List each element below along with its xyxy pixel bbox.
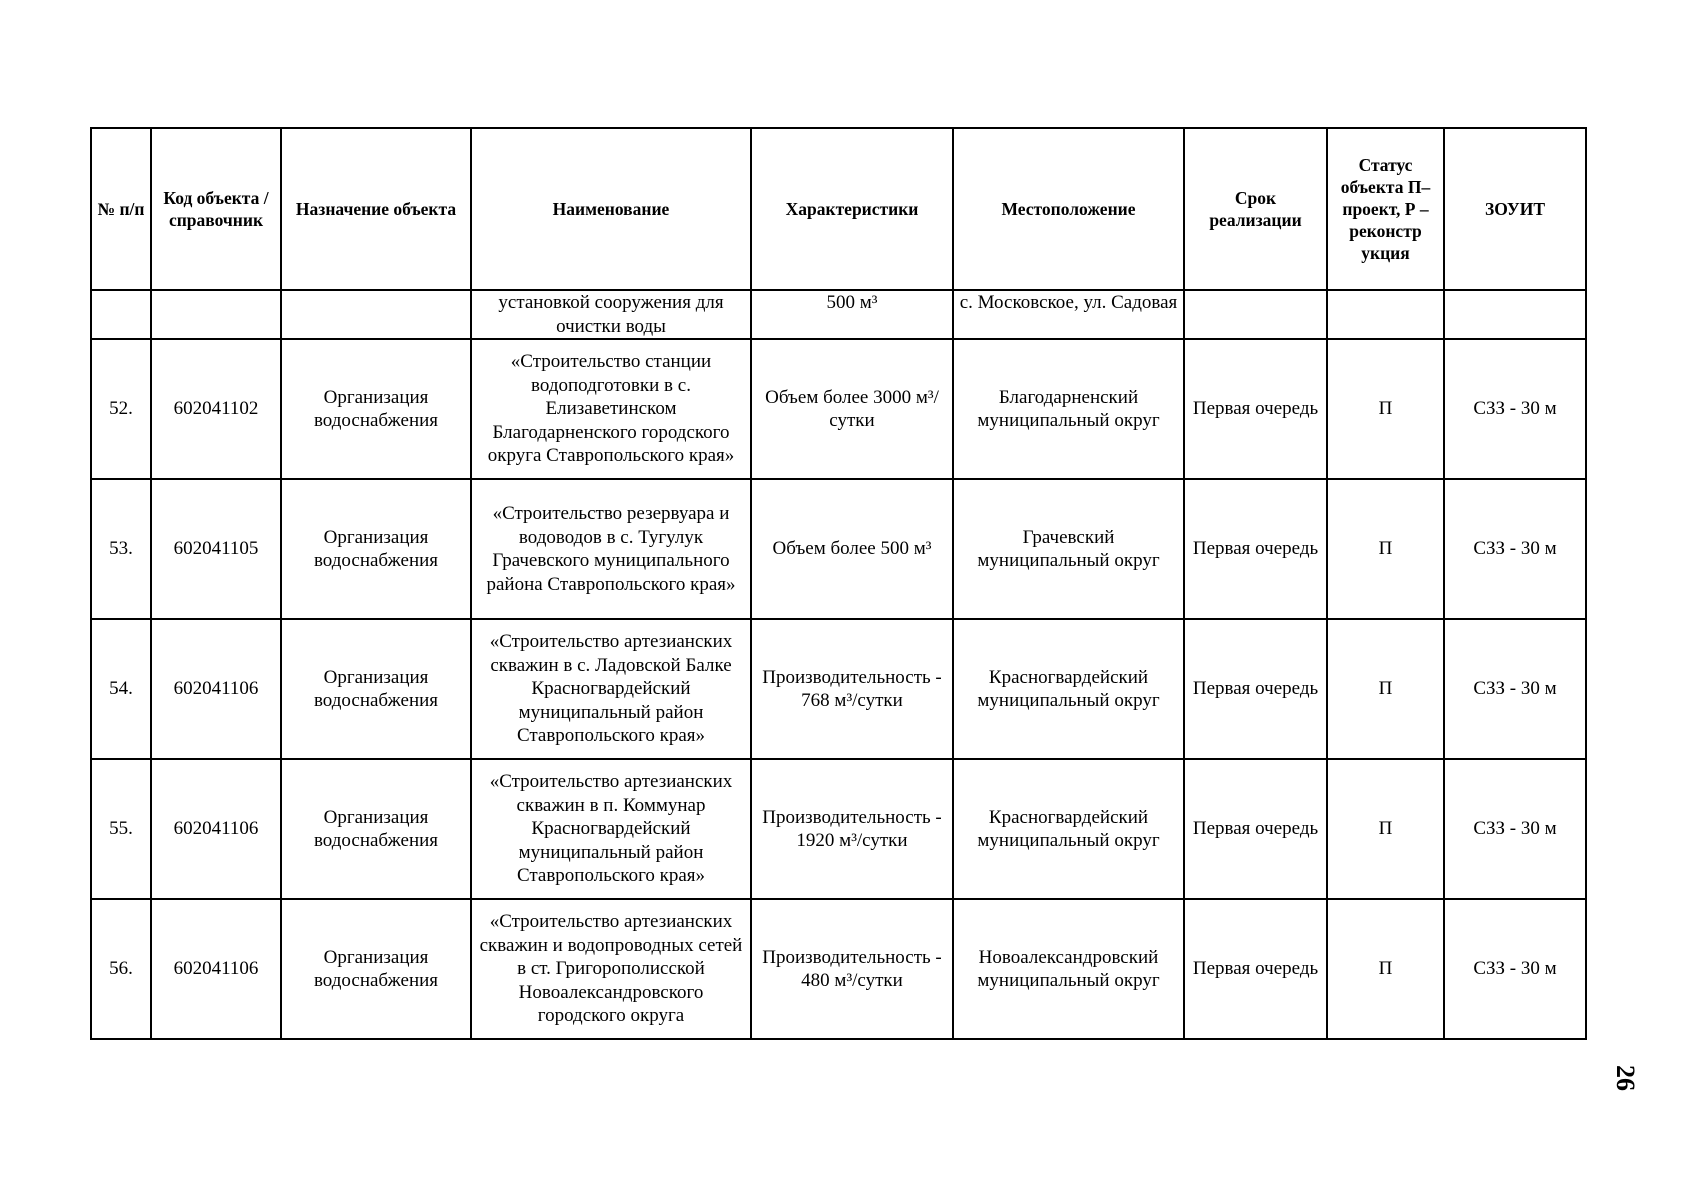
header-location: Местоположение (953, 128, 1184, 290)
cell-status: П (1327, 339, 1444, 479)
cell-characteristics: Производительность - 1920 м³/сутки (751, 759, 953, 899)
cell-characteristics: Объем более 500 м³ (751, 479, 953, 619)
cell-code: 602041102 (151, 339, 281, 479)
cell-num: 52. (91, 339, 151, 479)
cell-status: П (1327, 479, 1444, 619)
cell-term (1184, 290, 1327, 339)
cell-zouit: СЗЗ - 30 м (1444, 899, 1586, 1039)
table-header-row (91, 128, 1586, 290)
header-purpose: Назначение объекта (281, 128, 471, 290)
cell-location: Красногвардейский муниципальный округ (953, 619, 1184, 759)
cell-code: 602041106 (151, 759, 281, 899)
cell-num: 55. (91, 759, 151, 899)
cell-code: 602041106 (151, 619, 281, 759)
cell-characteristics: Объем более 3000 м³/сутки (751, 339, 953, 479)
cell-name: «Строительство артезианских скважин и водопроводных сетей в ст. Григорополисской Новоалександровского городского округа (471, 899, 751, 1039)
cell-name: «Строительство артезианских скважин в с. Ладовской Балке Красногвардейский муниципальный район Ставропольского края» (471, 619, 751, 759)
cell-purpose (281, 290, 471, 339)
page-number: 26 (1611, 1065, 1640, 1091)
cell-zouit (1444, 290, 1586, 339)
cell-location: Грачевский муниципальный округ (953, 479, 1184, 619)
table-row (91, 899, 1586, 1039)
cell-purpose: Организация водоснабжения (281, 339, 471, 479)
cell-code: 602041106 (151, 899, 281, 1039)
cell-status: П (1327, 619, 1444, 759)
cell-code: 602041105 (151, 479, 281, 619)
cell-name: «Строительство резервуара и водоводов в с. Тугулук Грачевского муниципального района Ставропольского края» (471, 479, 751, 619)
cell-num: 53. (91, 479, 151, 619)
table-row (91, 759, 1586, 899)
cell-purpose: Организация водоснабжения (281, 899, 471, 1039)
table-row (91, 479, 1586, 619)
cell-zouit: СЗЗ - 30 м (1444, 759, 1586, 899)
cell-status: П (1327, 899, 1444, 1039)
cell-status: П (1327, 759, 1444, 899)
cell-location: с. Московское, ул. Садовая (953, 290, 1184, 339)
cell-location: Красногвардейский муниципальный округ (953, 759, 1184, 899)
header-zouit: ЗОУИТ (1444, 128, 1586, 290)
cell-purpose: Организация водоснабжения (281, 479, 471, 619)
cell-zouit: СЗЗ - 30 м (1444, 339, 1586, 479)
header-name: Наименование (471, 128, 751, 290)
cell-name: «Строительство артезианских скважин в п. Коммунар Красногвардейский муниципальный район Ставропольского края» (471, 759, 751, 899)
header-code: Код объекта / справочник (151, 128, 281, 290)
cell-purpose: Организация водоснабжения (281, 759, 471, 899)
cell-num: 56. (91, 899, 151, 1039)
cell-purpose: Организация водоснабжения (281, 619, 471, 759)
cell-characteristics: Производительность - 768 м³/сутки (751, 619, 953, 759)
cell-term: Первая очередь (1184, 759, 1327, 899)
cell-characteristics: 500 м³ (751, 290, 953, 339)
cell-term: Первая очередь (1184, 339, 1327, 479)
cell-location: Благодарненский муниципальный округ (953, 339, 1184, 479)
objects-table (90, 127, 1587, 1040)
table-row (91, 339, 1586, 479)
cell-name: «Строительство станции водоподготовки в с. Елизаветинском Благодарненского городского округа Ставропольского края» (471, 339, 751, 479)
cell-characteristics: Производительность - 480 м³/сутки (751, 899, 953, 1039)
header-num: № п/п (91, 128, 151, 290)
header-status: Статус объекта П– проект, Р – реконстр укция (1327, 128, 1444, 290)
cell-num: 54. (91, 619, 151, 759)
cell-num (91, 290, 151, 339)
continuation-row (91, 290, 1586, 339)
cell-zouit: СЗЗ - 30 м (1444, 479, 1586, 619)
header-characteristics: Характеристики (751, 128, 953, 290)
cell-location: Новоалександровский муниципальный округ (953, 899, 1184, 1039)
cell-name: установкой сооружения для очистки воды (471, 290, 751, 339)
table-row (91, 619, 1586, 759)
cell-status (1327, 290, 1444, 339)
cell-term: Первая очередь (1184, 899, 1327, 1039)
cell-zouit: СЗЗ - 30 м (1444, 619, 1586, 759)
cell-term: Первая очередь (1184, 479, 1327, 619)
cell-code (151, 290, 281, 339)
header-term: Срок реализации (1184, 128, 1327, 290)
cell-term: Первая очередь (1184, 619, 1327, 759)
